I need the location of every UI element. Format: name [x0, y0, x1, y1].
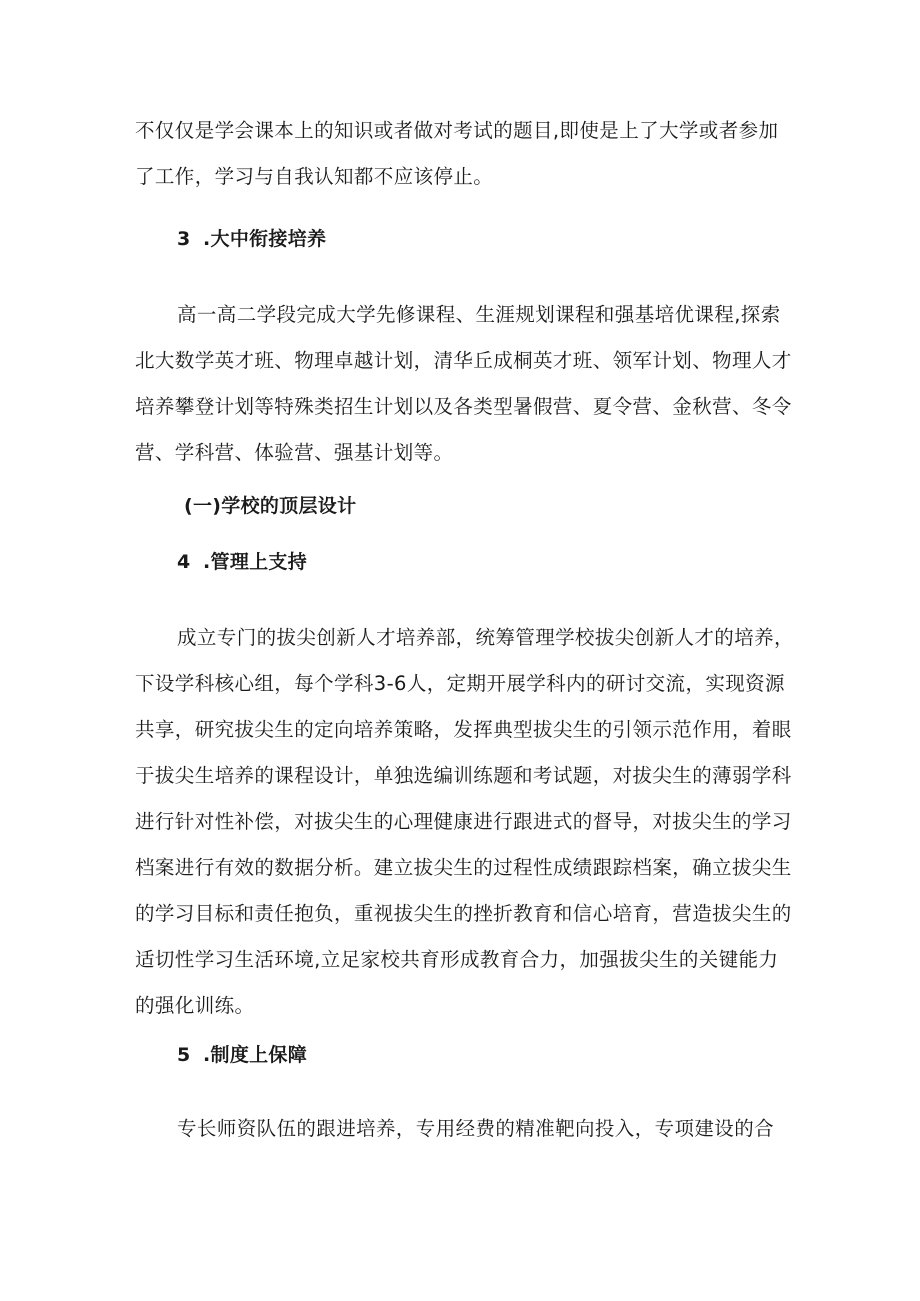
text-line: 了工作，学习与自我认知都不应该停止。	[135, 165, 494, 188]
text-line: 的强化训练。	[135, 994, 255, 1017]
paragraph-continuation	[135, 108, 795, 200]
heading-title: .大中衔接培养	[203, 228, 327, 250]
section-heading-3	[177, 226, 326, 252]
text-line: 专长师资队伍的跟进培养，专用经费的精准靶向投入，专项建设的合	[177, 1117, 775, 1140]
section-heading-top-level-design	[184, 493, 356, 519]
heading-title: .制度上保障	[203, 1044, 308, 1066]
section-heading-5	[177, 1042, 307, 1068]
heading-number: 3	[177, 228, 191, 250]
text-line: 的学习目标和责任抱负，重视拔尖生的挫折教育和信心培育，营造拔尖生的	[135, 902, 792, 925]
text-line: 于拔尖生培养的课程设计，单独选编训练题和考试题，对拔尖生的薄弱学科	[135, 764, 792, 787]
text-line: 共享，研究拔尖生的定向培养策略，发挥典型拔尖生的引领示范作用，着眼	[135, 718, 792, 741]
paragraph-institutional-guarantee	[135, 1106, 795, 1152]
heading-title: .管理上支持	[203, 551, 308, 573]
paragraph-management-support	[135, 615, 795, 1029]
section-heading-4	[177, 549, 307, 575]
heading-number: 5	[177, 1044, 191, 1066]
text-line: 下设学科核心组，每个学科3-6人，定期开展学科内的研讨交流，实现资源	[135, 672, 785, 695]
text-line: 成立专门的拔尖创新人才培养部，统筹管理学校拔尖创新人才的培养，	[177, 626, 794, 649]
text-line: 高一高二学段完成大学先修课程、生涯规划课程和强基培优课程,探索	[177, 303, 781, 326]
text-line: 北大数学英才班、物理卓越计划，清华丘成桐英才班、领军计划、物理人才	[135, 349, 792, 372]
text-line: 营、学科营、体验营、强基计划等。	[135, 441, 454, 464]
text-line: 适切性学习生活环境,立足家校共育形成教育合力，加强拔尖生的关键能力	[135, 948, 779, 971]
heading-title: (一)学校的顶层设计	[184, 495, 357, 517]
text-line: 不仅仅是学会课本上的知识或者做对考试的题目,即使是上了大学或者参加	[135, 119, 779, 142]
text-line: 进行针对性补偿，对拔尖生的心理健康进行跟进式的督导，对拔尖生的学习	[135, 810, 792, 833]
text-line: 培养攀登计划等特殊类招生计划以及各类型暑假营、夏令营、金秋营、冬令	[135, 395, 792, 418]
heading-number: 4	[177, 551, 191, 573]
paragraph-bridge-training	[135, 292, 795, 476]
text-line: 档案进行有效的数据分析。建立拔尖生的过程性成绩跟踪档案，确立拔尖生	[135, 856, 792, 879]
